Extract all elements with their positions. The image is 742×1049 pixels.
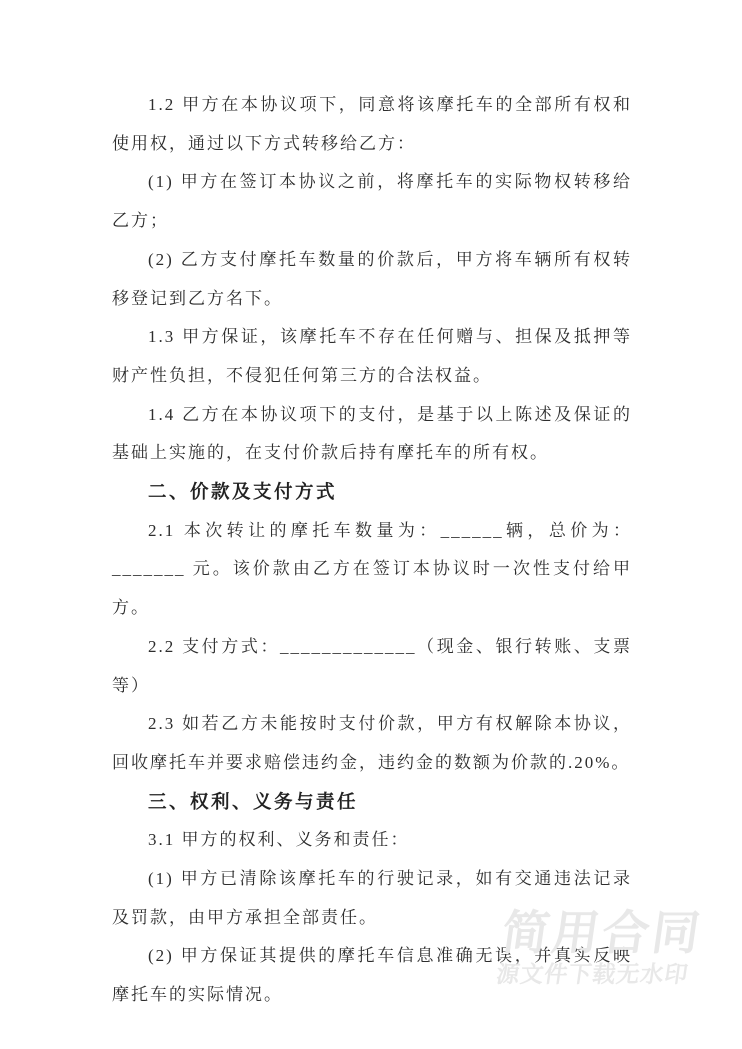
clause-3-1-item-2: (2) 甲方保证其提供的摩托车信息准确无误，并真实反映摩托车的实际情况。 <box>112 946 632 1005</box>
clause-1-2: 1.2 甲方在本协议项下，同意将该摩托车的全部所有权和使用权，通过以下方式转移给乙方： <box>112 95 632 153</box>
clause-2-2: 2.2 支付方式：_____________（现金、银行转账、支票等） <box>112 636 632 695</box>
clause-2-3: 2.3 如若乙方未能按时支付价款，甲方有权解除本协议，回收摩托车并要求赔偿违约金，违约金的数额为价款的.20%。 <box>112 714 632 772</box>
watermark-brand: 简用合同 <box>498 906 707 959</box>
clause-1-2-item-2: (2) 乙方支付摩托车数量的价款后，甲方将车辆所有权转移登记到乙方名下。 <box>112 249 632 308</box>
clause-2-1: 2.1 本次转让的摩托车数量为：______辆，总价为：_______ 元。该价款由乙方在签订本协议时一次性支付给甲方。 <box>112 520 632 618</box>
clause-1-2-item-1: (1) 甲方在签订本协议之前，将摩托车的实际物权转移给乙方； <box>112 172 632 231</box>
clause-1-3: 1.3 甲方保证，该摩托车不存在任何赠与、担保及抵押等财产性负担，不侵犯任何第三方的合法权益。 <box>112 327 632 385</box>
watermark-tagline: 源文件下载无水印 <box>494 961 691 987</box>
clause-1-4: 1.4 乙方在本协议项下的支付，是基于以上陈述及保证的基础上实施的，在支付价款后持有摩托车的所有权。 <box>112 404 632 463</box>
section-3-heading: 三、权利、义务与责任 <box>148 790 359 812</box>
section-2-heading: 二、价款及支付方式 <box>148 481 338 503</box>
clause-3-1: 3.1 甲方的权利、义务和责任： <box>148 830 410 850</box>
contract-body <box>112 86 632 1015</box>
clause-3-1-item-1: (1) 甲方已清除该摩托车的行驶记录，如有交通违法记录及罚款，由甲方承担全部责任。 <box>112 869 632 927</box>
